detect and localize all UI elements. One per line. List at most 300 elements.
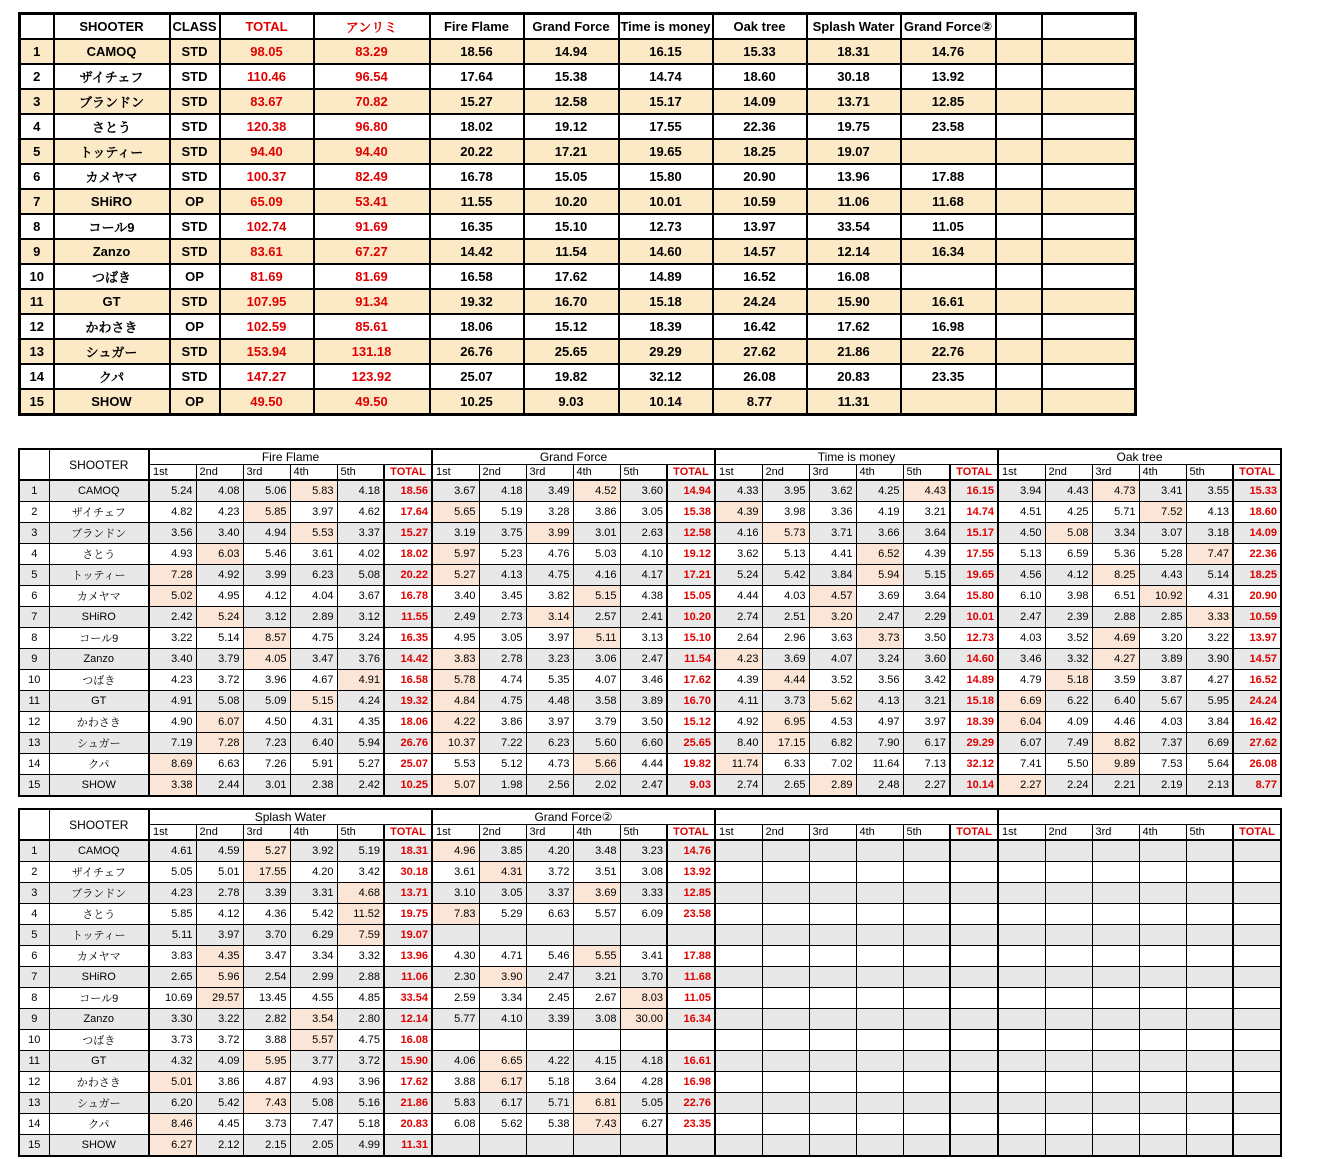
shooter-name-cell: Zanzo (54, 239, 170, 264)
score-cell (715, 1051, 762, 1072)
score-cell (998, 1114, 1045, 1135)
detail-header-row-1 (19, 809, 1281, 825)
stage-total-cell (950, 1114, 998, 1135)
blank-cell (1042, 339, 1136, 364)
score-cell (1139, 862, 1186, 883)
score-cell: 8.82 (1092, 733, 1139, 754)
score-cell: 6.09 (620, 904, 667, 925)
score-cell (903, 1030, 950, 1051)
score-cell (856, 883, 903, 904)
rank-cell: 6 (19, 946, 49, 967)
score-cell: 7.19 (149, 733, 196, 754)
score-cell: 3.20 (1139, 628, 1186, 649)
score-cell: 4.23 (196, 502, 243, 523)
score-cell (479, 925, 526, 946)
stage-score-cell: 17.88 (901, 164, 996, 189)
stage-score-cell: 15.12 (524, 314, 619, 339)
score-cell: 3.86 (573, 502, 620, 523)
score-cell: 6.23 (290, 565, 337, 586)
rank-cell: 11 (19, 691, 49, 712)
score-cell (479, 1030, 526, 1051)
score-cell: 3.50 (620, 712, 667, 733)
score-cell: 4.09 (1045, 712, 1092, 733)
attempt-header: 3rd (1092, 465, 1139, 481)
score-cell (1139, 883, 1186, 904)
blank-cell (1042, 364, 1136, 389)
class-header: CLASS (170, 14, 220, 40)
score-cell: 3.94 (998, 480, 1045, 502)
score-cell: 5.46 (526, 946, 573, 967)
summary-header-row (20, 14, 1136, 40)
stage-score-cell (901, 264, 996, 289)
detail-row (19, 649, 1281, 670)
stage-score-cell: 10.20 (524, 189, 619, 214)
rank-cell: 5 (20, 139, 54, 164)
stage-score-cell: 14.57 (713, 239, 807, 264)
shooter-name-cell: トッティー (49, 565, 149, 586)
score-cell: 5.53 (290, 523, 337, 544)
blank-cell (1042, 389, 1136, 415)
total-cell: 147.27 (220, 364, 314, 389)
detail-row (19, 712, 1281, 733)
stage-total-cell: 15.90 (384, 1051, 432, 1072)
score-cell: 5.07 (432, 775, 479, 797)
score-cell (1139, 1135, 1186, 1157)
stage-total-cell: 11.55 (384, 607, 432, 628)
rank-cell: 8 (19, 988, 49, 1009)
score-cell: 5.42 (762, 565, 809, 586)
class-cell: STD (170, 339, 220, 364)
stage-header (715, 809, 998, 825)
score-cell (1186, 1093, 1233, 1114)
score-cell: 4.27 (1186, 670, 1233, 691)
detail-row (19, 1135, 1281, 1157)
rank-cell: 7 (19, 967, 49, 988)
score-cell: 29.57 (196, 988, 243, 1009)
stage-total-cell (1233, 1030, 1281, 1051)
score-cell: 4.12 (196, 904, 243, 925)
score-cell: 5.27 (432, 565, 479, 586)
blank-cell (1042, 139, 1136, 164)
score-cell: 11.74 (715, 754, 762, 775)
score-cell: 5.27 (337, 754, 384, 775)
score-cell: 4.32 (149, 1051, 196, 1072)
rank-cell: 7 (19, 607, 49, 628)
blank-cell (1042, 214, 1136, 239)
score-cell: 3.89 (1139, 649, 1186, 670)
score-cell (1186, 1135, 1233, 1157)
unlimited-cell: 83.29 (314, 39, 430, 64)
score-cell: 4.18 (620, 1051, 667, 1072)
blank-cell (996, 389, 1042, 415)
stage-score-cell: 20.90 (713, 164, 807, 189)
score-cell: 4.07 (809, 649, 856, 670)
score-cell: 3.23 (620, 840, 667, 862)
stage-score-cell: 30.18 (807, 64, 901, 89)
score-cell: 2.64 (715, 628, 762, 649)
score-cell (573, 1030, 620, 1051)
stage-total-cell: 13.97 (1233, 628, 1281, 649)
score-cell: 6.07 (998, 733, 1045, 754)
score-cell: 3.62 (809, 480, 856, 502)
attempt-header: 5th (337, 465, 384, 481)
blank-cell (996, 139, 1042, 164)
score-cell: 3.47 (290, 649, 337, 670)
score-cell: 5.18 (1045, 670, 1092, 691)
score-cell: 4.46 (1092, 712, 1139, 733)
summary-row (20, 314, 1136, 339)
rank-cell: 6 (20, 164, 54, 189)
stage-score-cell: 17.64 (430, 64, 524, 89)
shooter-name-cell: ブランドン (54, 89, 170, 114)
score-cell (762, 1009, 809, 1030)
score-cell: 3.05 (620, 502, 667, 523)
stage-total-cell (667, 1030, 715, 1051)
stage-total-cell: 19.75 (384, 904, 432, 925)
shooter-name-cell: トッティー (49, 925, 149, 946)
score-cell: 4.68 (337, 883, 384, 904)
score-cell: 4.31 (290, 712, 337, 733)
unlimited-cell: 123.92 (314, 364, 430, 389)
class-cell: STD (170, 139, 220, 164)
score-cell: 2.47 (526, 967, 573, 988)
score-cell: 3.97 (526, 712, 573, 733)
detail-row (19, 1072, 1281, 1093)
score-cell (856, 904, 903, 925)
score-cell: 4.22 (432, 712, 479, 733)
score-cell: 7.28 (149, 565, 196, 586)
blank-cell (996, 189, 1042, 214)
rank-cell: 12 (19, 1072, 49, 1093)
shooter-name-cell: さとう (49, 544, 149, 565)
attempt-header: 1st (715, 825, 762, 841)
score-cell (998, 840, 1045, 862)
stage-score-cell: 29.29 (619, 339, 713, 364)
stage-header: Oak tree (713, 14, 807, 40)
stage-total-cell: 12.58 (667, 523, 715, 544)
score-cell: 5.18 (337, 1114, 384, 1135)
score-cell: 4.36 (243, 904, 290, 925)
score-cell (762, 988, 809, 1009)
score-cell: 7.43 (573, 1114, 620, 1135)
total-cell: 83.67 (220, 89, 314, 114)
total-header: TOTAL (384, 465, 432, 481)
unlimited-cell: 67.27 (314, 239, 430, 264)
score-cell: 3.37 (526, 883, 573, 904)
score-cell: 3.72 (526, 862, 573, 883)
score-cell: 9.89 (1092, 754, 1139, 775)
score-cell: 7.28 (196, 733, 243, 754)
score-cell (526, 925, 573, 946)
detail-row (19, 946, 1281, 967)
score-cell (1092, 1135, 1139, 1157)
summary-row (20, 89, 1136, 114)
score-cell: 17.55 (243, 862, 290, 883)
score-cell: 4.23 (715, 649, 762, 670)
score-cell: 3.64 (903, 523, 950, 544)
stage-score-cell: 14.09 (713, 89, 807, 114)
blank-cell (996, 364, 1042, 389)
stage-total-cell (950, 1135, 998, 1157)
total-cell: 98.05 (220, 39, 314, 64)
score-cell (1092, 967, 1139, 988)
score-cell: 5.57 (290, 1030, 337, 1051)
stage-score-cell: 15.80 (619, 164, 713, 189)
score-cell (1139, 1030, 1186, 1051)
stage-total-cell (1233, 883, 1281, 904)
score-cell: 4.31 (479, 862, 526, 883)
shooter-name-cell: クパ (49, 754, 149, 775)
score-cell (432, 1135, 479, 1157)
score-cell: 2.41 (620, 607, 667, 628)
score-cell (903, 1051, 950, 1072)
score-cell: 4.25 (856, 480, 903, 502)
stage-total-cell: 24.24 (1233, 691, 1281, 712)
summary-row (20, 139, 1136, 164)
score-cell (998, 1135, 1045, 1157)
score-cell: 3.88 (243, 1030, 290, 1051)
score-cell: 2.02 (573, 775, 620, 797)
detail-row (19, 628, 1281, 649)
detail-row (19, 691, 1281, 712)
score-cell (1092, 1051, 1139, 1072)
detail-row (19, 565, 1281, 586)
stage-total-cell: 15.33 (1233, 480, 1281, 502)
shooter-name-cell: かわさき (49, 1072, 149, 1093)
shooter-name-cell: トッティー (54, 139, 170, 164)
stage-total-cell: 17.21 (667, 565, 715, 586)
detail-table-2 (18, 808, 1282, 1157)
score-cell (1045, 1135, 1092, 1157)
score-cell (1186, 925, 1233, 946)
score-cell: 3.12 (337, 607, 384, 628)
shooter-name-cell: Zanzo (49, 1009, 149, 1030)
score-cell: 3.89 (620, 691, 667, 712)
stage-score-cell: 11.05 (901, 214, 996, 239)
stage-total-cell (1233, 1072, 1281, 1093)
total-cell: 49.50 (220, 389, 314, 415)
score-cell (1186, 883, 1233, 904)
score-cell (856, 1114, 903, 1135)
score-cell: 5.36 (1092, 544, 1139, 565)
stage-total-cell: 16.15 (950, 480, 998, 502)
score-cell: 5.02 (149, 586, 196, 607)
rank-cell: 12 (20, 314, 54, 339)
score-cell (715, 904, 762, 925)
stage-total-cell: 22.36 (1233, 544, 1281, 565)
stage-score-cell: 20.22 (430, 139, 524, 164)
score-cell (809, 967, 856, 988)
stage-score-cell: 10.14 (619, 389, 713, 415)
score-cell: 2.96 (762, 628, 809, 649)
attempt-header: 2nd (196, 465, 243, 481)
score-cell: 4.44 (762, 670, 809, 691)
score-cell: 7.26 (243, 754, 290, 775)
score-cell: 2.15 (243, 1135, 290, 1157)
score-cell (1186, 1072, 1233, 1093)
score-cell: 4.73 (1092, 480, 1139, 502)
score-cell (1045, 862, 1092, 883)
score-cell: 3.84 (1186, 712, 1233, 733)
score-cell (715, 1030, 762, 1051)
score-cell: 3.69 (762, 649, 809, 670)
blank-cell (996, 239, 1042, 264)
score-cell (1045, 1114, 1092, 1135)
score-cell (432, 1030, 479, 1051)
stage-total-cell: 15.80 (950, 586, 998, 607)
score-cell: 4.19 (856, 502, 903, 523)
score-cell (809, 840, 856, 862)
stage-total-cell: 12.85 (667, 883, 715, 904)
corner-cell (20, 14, 54, 40)
stage-score-cell: 14.60 (619, 239, 713, 264)
score-cell: 6.59 (1045, 544, 1092, 565)
score-cell: 7.41 (998, 754, 1045, 775)
score-cell: 5.94 (856, 565, 903, 586)
stage-score-cell: 16.98 (901, 314, 996, 339)
stage-header: Grand Force② (901, 14, 996, 40)
score-cell: 1.98 (479, 775, 526, 797)
score-cell (1139, 925, 1186, 946)
stage-total-cell (950, 1030, 998, 1051)
stage-total-cell: 11.68 (667, 967, 715, 988)
score-cell: 4.44 (715, 586, 762, 607)
shooter-name-cell: つばき (49, 670, 149, 691)
stage-score-cell: 25.07 (430, 364, 524, 389)
score-cell: 6.82 (809, 733, 856, 754)
blank-cell (1042, 39, 1136, 64)
stage-total-cell: 21.86 (384, 1093, 432, 1114)
score-cell (903, 1093, 950, 1114)
score-cell: 3.13 (620, 628, 667, 649)
score-cell (715, 1072, 762, 1093)
score-cell: 3.46 (620, 670, 667, 691)
rank-cell: 4 (19, 544, 49, 565)
stage-score-cell: 17.62 (807, 314, 901, 339)
rank-cell: 3 (19, 883, 49, 904)
stage-header: Grand Force② (432, 809, 715, 825)
score-cell: 5.13 (998, 544, 1045, 565)
score-cell: 3.23 (526, 649, 573, 670)
unlimited-cell: 91.69 (314, 214, 430, 239)
score-cell: 2.65 (149, 967, 196, 988)
score-cell: 8.03 (620, 988, 667, 1009)
score-cell (809, 1114, 856, 1135)
stage-total-cell: 20.83 (384, 1114, 432, 1135)
score-cell (1186, 904, 1233, 925)
score-cell: 3.55 (1186, 480, 1233, 502)
stage-score-cell: 16.42 (713, 314, 807, 339)
score-cell: 6.22 (1045, 691, 1092, 712)
blank-cell (1042, 314, 1136, 339)
score-cell: 4.15 (573, 1051, 620, 1072)
score-cell: 3.40 (149, 649, 196, 670)
stage-total-cell: 26.76 (384, 733, 432, 754)
shooter-name-cell: CAMOQ (54, 39, 170, 64)
score-cell (762, 1072, 809, 1093)
score-cell: 3.41 (1139, 480, 1186, 502)
class-cell: STD (170, 214, 220, 239)
stage-total-cell (1233, 862, 1281, 883)
summary-row (20, 364, 1136, 389)
stage-total-cell: 20.22 (384, 565, 432, 586)
score-cell (903, 840, 950, 862)
score-cell: 2.45 (526, 988, 573, 1009)
stage-score-cell: 20.83 (807, 364, 901, 389)
score-cell: 2.65 (762, 775, 809, 797)
score-cell: 5.97 (432, 544, 479, 565)
rank-cell: 1 (19, 840, 49, 862)
shooter-name-cell: クパ (49, 1114, 149, 1135)
stage-total-cell: 23.58 (667, 904, 715, 925)
score-cell: 4.13 (856, 691, 903, 712)
shooter-name-cell: カメヤマ (49, 586, 149, 607)
shooter-name-cell: SHOW (54, 389, 170, 415)
stage-score-cell: 27.62 (713, 339, 807, 364)
stage-total-cell: 10.59 (1233, 607, 1281, 628)
score-cell: 3.28 (526, 502, 573, 523)
unlimited-cell: 85.61 (314, 314, 430, 339)
unlimited-cell: 70.82 (314, 89, 430, 114)
score-cell: 3.97 (903, 712, 950, 733)
score-cell: 2.59 (432, 988, 479, 1009)
stage-score-cell: 14.42 (430, 239, 524, 264)
rank-cell: 2 (19, 862, 49, 883)
score-cell: 5.05 (149, 862, 196, 883)
stage-total-cell: 15.18 (950, 691, 998, 712)
stage-total-cell: 17.62 (384, 1072, 432, 1093)
shooter-name-cell: かわさき (49, 712, 149, 733)
score-cell: 5.35 (526, 670, 573, 691)
score-cell: 3.60 (620, 480, 667, 502)
stage-total-cell: 17.64 (384, 502, 432, 523)
total-header: TOTAL (1233, 825, 1281, 841)
stage-total-cell: 11.54 (667, 649, 715, 670)
total-cell: 120.38 (220, 114, 314, 139)
stage-total-cell: 10.20 (667, 607, 715, 628)
stage-score-cell: 15.18 (619, 289, 713, 314)
stage-total-cell: 10.14 (950, 775, 998, 797)
stage-score-cell: 9.03 (524, 389, 619, 415)
score-cell (1045, 967, 1092, 988)
score-cell: 11.52 (337, 904, 384, 925)
score-cell (809, 862, 856, 883)
stage-total-cell: 15.10 (667, 628, 715, 649)
score-cell: 2.78 (479, 649, 526, 670)
rank-cell: 1 (20, 39, 54, 64)
stage-total-cell: 13.71 (384, 883, 432, 904)
score-cell: 4.57 (809, 586, 856, 607)
stage-score-cell: 13.97 (713, 214, 807, 239)
score-cell: 5.05 (620, 1093, 667, 1114)
score-cell: 4.75 (526, 565, 573, 586)
score-cell: 30.00 (620, 1009, 667, 1030)
score-cell: 3.72 (196, 670, 243, 691)
stage-total-cell: 25.65 (667, 733, 715, 754)
score-cell: 4.03 (762, 586, 809, 607)
score-cell: 4.62 (337, 502, 384, 523)
score-cell (998, 967, 1045, 988)
score-cell: 5.96 (196, 967, 243, 988)
stage-total-cell (1233, 1114, 1281, 1135)
score-cell: 3.51 (573, 862, 620, 883)
score-cell: 5.78 (432, 670, 479, 691)
total-cell: 102.59 (220, 314, 314, 339)
score-cell: 5.09 (243, 691, 290, 712)
score-cell (998, 925, 1045, 946)
score-cell: 2.21 (1092, 775, 1139, 797)
score-cell (1045, 1030, 1092, 1051)
